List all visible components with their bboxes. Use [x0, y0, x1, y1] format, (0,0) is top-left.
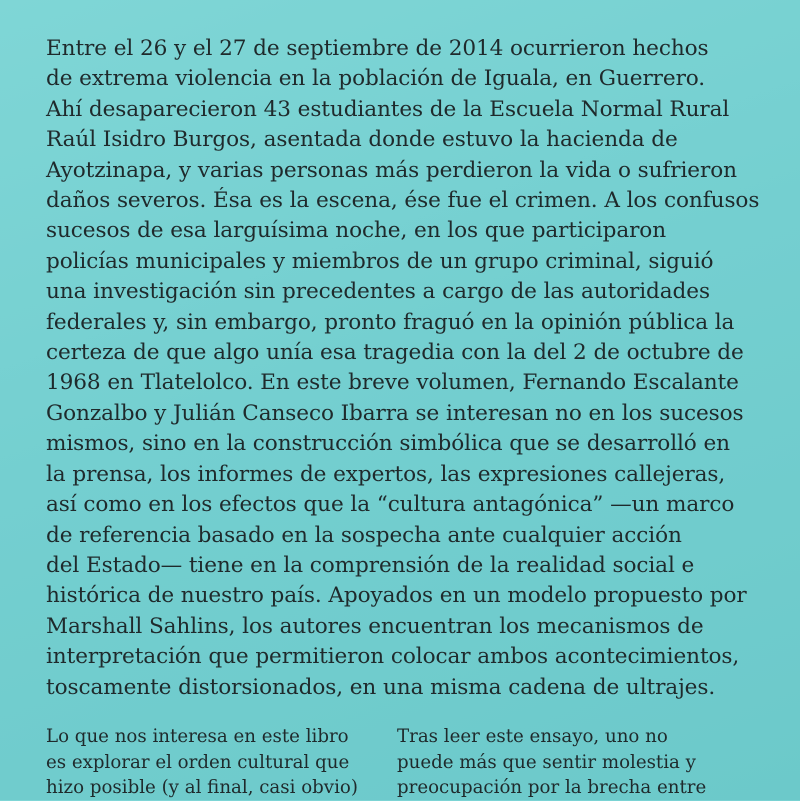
paragraph-line: daños severos. Ésa es la escena, ése fue el crimen. A los confusos	[46, 188, 760, 214]
paragraph-line: sucesos de esa larguísima noche, en los que participaron	[46, 218, 667, 244]
paragraph-line: del Estado— tiene en la comprensión de la realidad social e	[46, 552, 695, 578]
paragraph-line: Raúl Isidro Burgos, asentada donde estuvo la hacienda de	[46, 127, 678, 153]
paragraph-line: así como en los efectos que la “cultura antagónica” —un marco	[46, 492, 735, 518]
paragraph-line: interpretación que permitieron colocar ambos acontecimientos,	[46, 644, 740, 670]
paragraph-line: Entre el 26 y el 27 de septiembre de 2014 ocurrieron hechos	[46, 36, 709, 61]
quote-line: es explorar el orden cultural que	[46, 751, 350, 773]
quote-right-column	[397, 724, 706, 801]
paragraph-line: una investigación sin precedentes a cargo de las autoridades	[46, 279, 710, 305]
paragraph-line: de extrema violencia en la población de Iguala, en Guerrero.	[46, 66, 706, 92]
paragraph-line: la prensa, los informes de expertos, las expresiones callejeras,	[46, 461, 726, 487]
paragraph-line: mismos, sino en la construcción simbólica que se desarrolló en	[46, 431, 730, 457]
paragraph-line: Ayotzinapa, y varias personas más perdieron la vida o sufrieron	[46, 157, 737, 183]
quote-left-column	[46, 724, 358, 801]
quote-line: hizo posible (y al final, casi obvio)	[46, 777, 358, 798]
paragraph-line: policías municipales y miembros de un grupo criminal, siguió	[46, 248, 714, 274]
paragraph-line: toscamente distorsionados, en una misma cadena de ultrajes.	[46, 674, 716, 700]
paragraph-line: Gonzalbo y Julián Canseco Ibarra se interesan no en los sucesos	[46, 400, 744, 426]
quote-line: preocupación por la brecha entre	[397, 777, 707, 798]
paragraph-line: federales y, sin embargo, pronto fraguó en la opinión pública la	[46, 309, 735, 335]
paragraph-line: certeza de que algo unía esa tragedia con la del 2 de octubre de	[46, 340, 744, 366]
back-cover-paragraph	[46, 34, 766, 703]
quote-line: Lo que nos interesa en este libro	[46, 726, 349, 747]
paragraph-line: Ahí desaparecieron 43 estudiantes de la Escuela Normal Rural	[46, 96, 730, 122]
paragraph-line: Marshall Sahlins, los autores encuentran los mecanismos de	[46, 613, 704, 639]
paragraph-line: de referencia basado en la sospecha ante cualquier acción	[46, 522, 682, 548]
quote-line: puede más que sentir molestia y	[397, 751, 696, 773]
paragraph-line: 1968 en Tlatelolco. En este breve volumen, Fernando Escalante	[46, 370, 739, 396]
quote-line: Tras leer este ensayo, uno no	[397, 726, 668, 747]
paragraph-line: histórica de nuestro país. Apoyados en un modelo propuesto por	[46, 583, 747, 609]
